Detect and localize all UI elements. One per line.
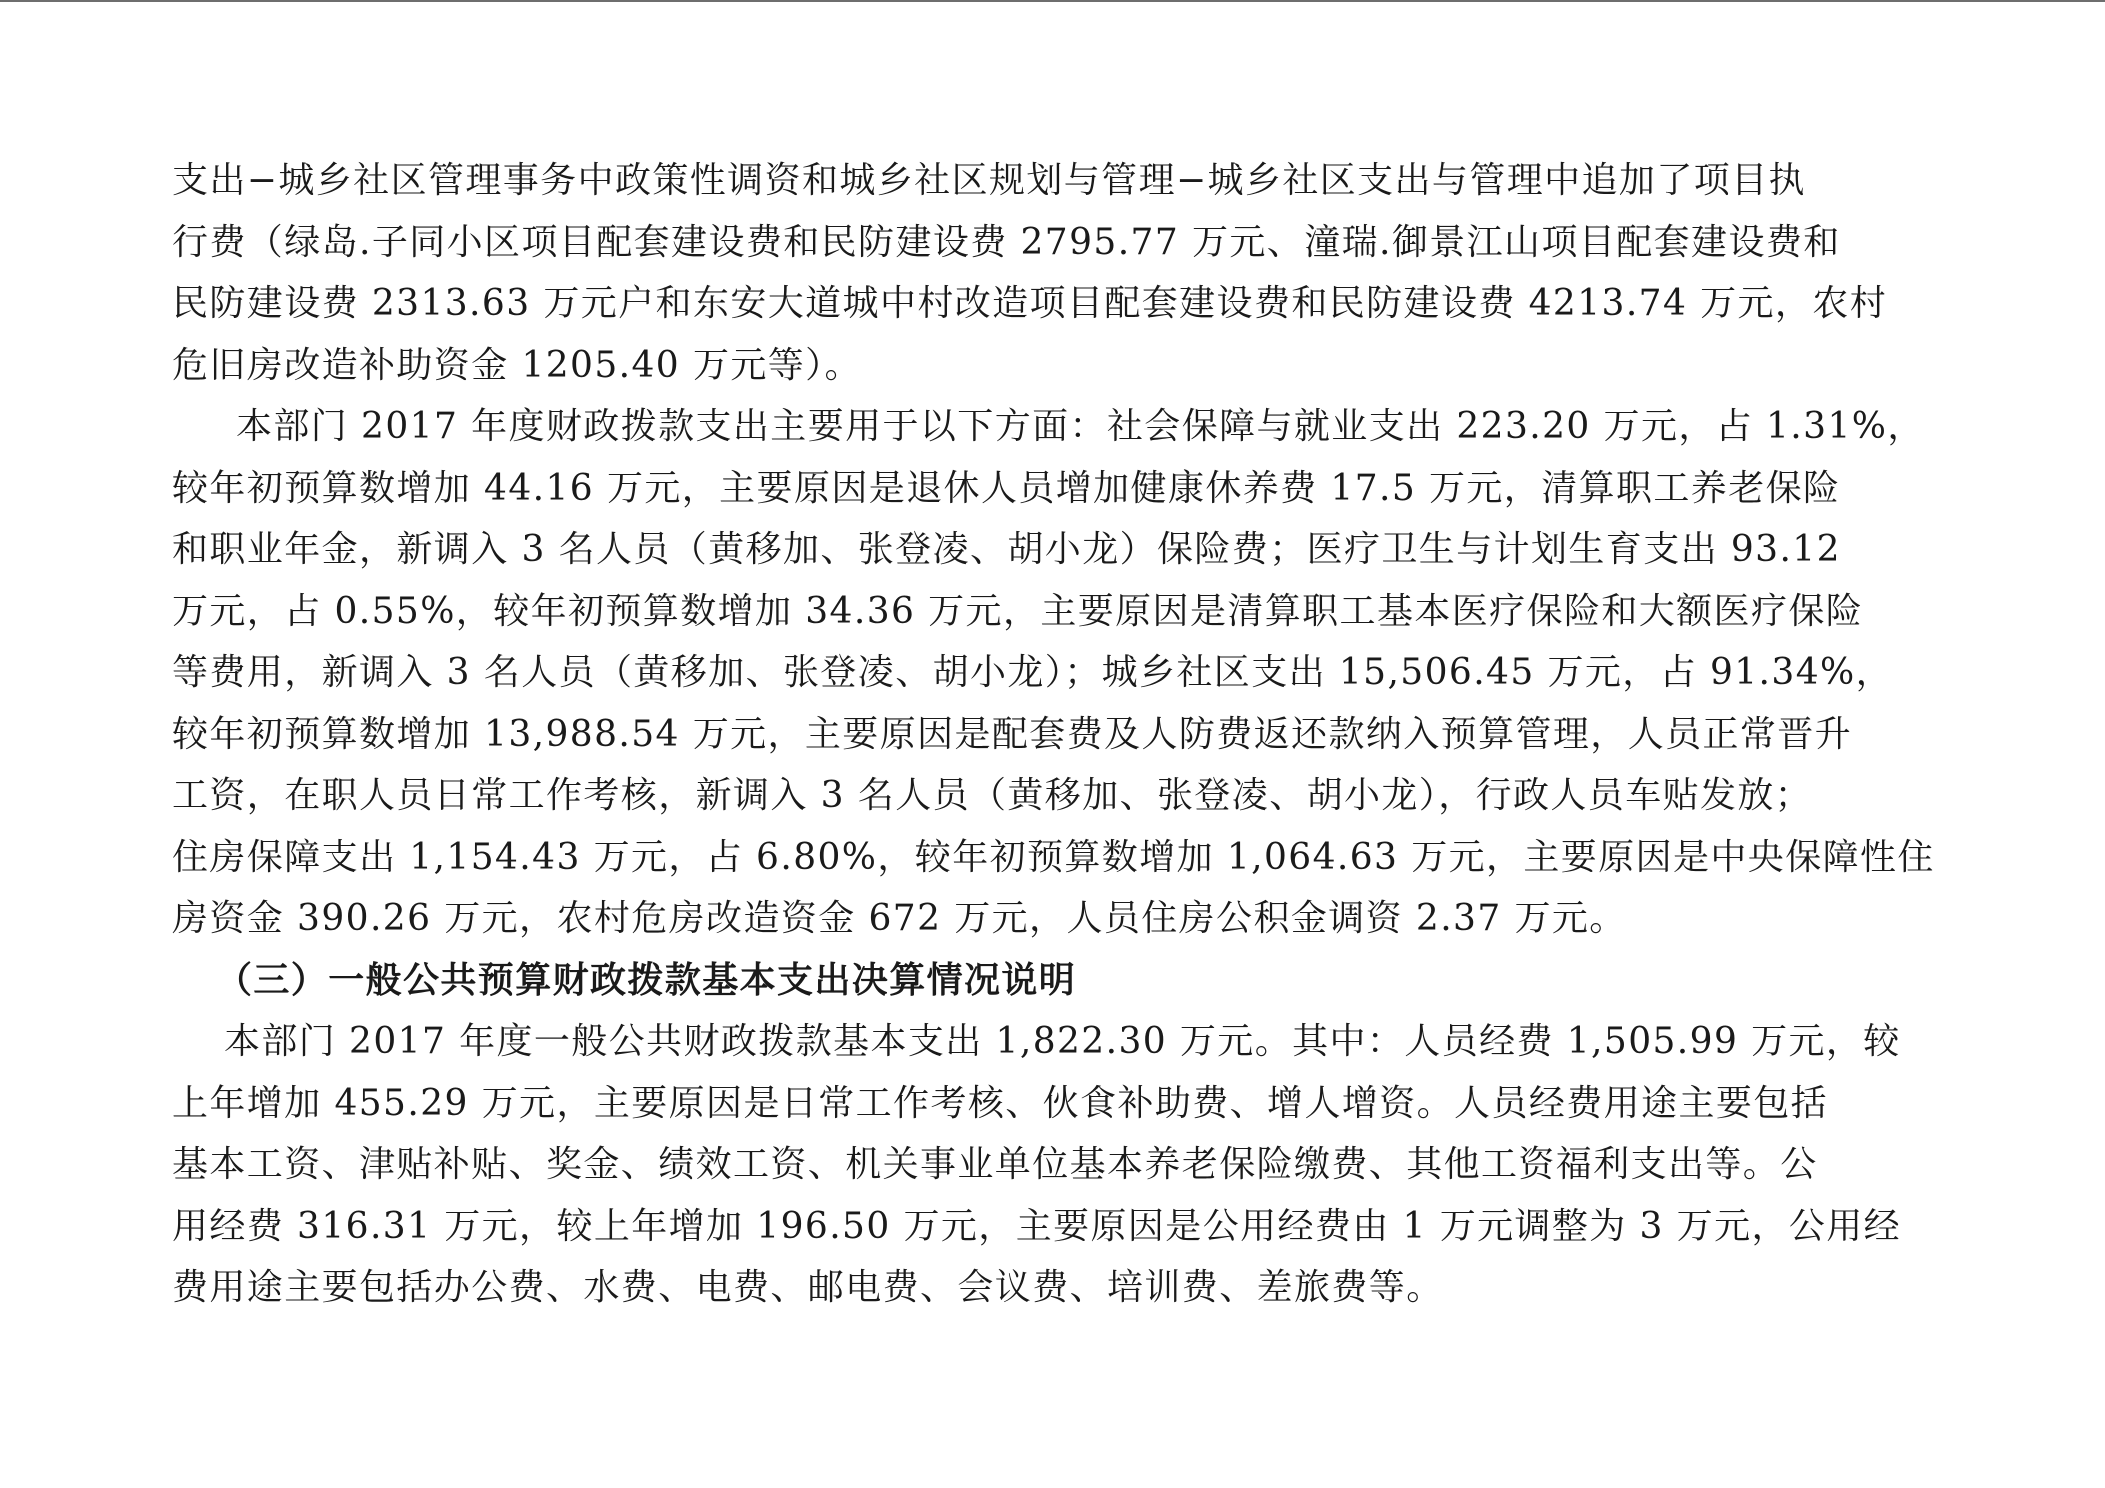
- text-line: 行费（绿岛.子同小区项目配套建设费和民防建设费 2795.77 万元、潼瑞.御景江山项目配套建设费和: [172, 221, 1841, 263]
- paragraph-basic-expenditure: [172, 1011, 1952, 1319]
- paragraph-project-expenses: [172, 150, 1952, 396]
- text-line: 等费用，新调入 3 名人员（黄移加、张登凌、胡小龙）；城乡社区支出 15,506.45 万元，占 91.34%，: [172, 652, 1894, 693]
- paragraph-fiscal-appropriation-expenditure: [172, 396, 1952, 950]
- text-line: 房资金 390.26 万元，农村危房改造资金 672 万元，人员住房公积金调资 2.37 万元。: [172, 898, 1627, 939]
- text-line: 和职业年金，新调入 3 名人员（黄移加、张登凌、胡小龙）保险费；医疗卫生与计划生育支出 93.12: [172, 529, 1841, 570]
- text-line: 本部门 2017 年度财政拨款支出主要用于以下方面：社会保障与就业支出 223.20 万元，占 1.31%，: [236, 406, 1925, 447]
- text-line: 支出−城乡社区管理事务中政策性调资和城乡社区规划与管理−城乡社区支出与管理中追加了项目执: [172, 160, 1806, 201]
- text-line: 万元，占 0.55%，较年初预算数增加 34.36 万元，主要原因是清算职工基本医疗保险和大额医疗保险: [172, 590, 1864, 632]
- section-heading: （三）一般公共预算财政拨款基本支出决算情况说明: [216, 959, 1077, 1001]
- text-line: 用经费 316.31 万元，较上年增加 196.50 万元，主要原因是公用经费由 1 万元调整为 3 万元，公用经: [172, 1205, 1902, 1247]
- page-top-border: [0, 0, 2105, 2]
- text-line: 较年初预算数增加 13,988.54 万元，主要原因是配套费及人防费返还款纳入预算管理，人员正常晋升: [172, 713, 1853, 755]
- document-page: [172, 150, 1952, 1319]
- text-line: 费用途主要包括办公费、水费、电费、邮电费、会议费、培训费、差旅费等。: [172, 1267, 1444, 1308]
- text-line: 工资，在职人员日常工作考核，新调入 3 名人员（黄移加、张登凌、胡小龙），行政人员车贴发放；: [172, 775, 1813, 816]
- text-line: 较年初预算数增加 44.16 万元，主要原因是退休人员增加健康休养费 17.5 万元，清算职工养老保险: [172, 467, 1841, 509]
- text-line: 危旧房改造补助资金 1205.40 万元等）。: [172, 344, 862, 386]
- text-line: 上年增加 455.29 万元，主要原因是日常工作考核、伙食补助费、增人增资。人员经费用途主要包括: [172, 1082, 1829, 1124]
- text-line: 住房保障支出 1,154.43 万元，占 6.80%，较年初预算数增加 1,064.63 万元，主要原因是中央保障性住: [172, 836, 1935, 878]
- text-line: 本部门 2017 年度一般公共财政拨款基本支出 1,822.30 万元。其中：人员经费 1,505.99 万元，较: [224, 1021, 1901, 1062]
- text-line: 基本工资、津贴补贴、奖金、绩效工资、机关事业单位基本养老保险缴费、其他工资福利支出等。公: [172, 1144, 1818, 1185]
- text-line: 民防建设费 2313.63 万元户和东安大道城中村改造项目配套建设费和民防建设费 4213.74 万元，农村: [172, 283, 1888, 324]
